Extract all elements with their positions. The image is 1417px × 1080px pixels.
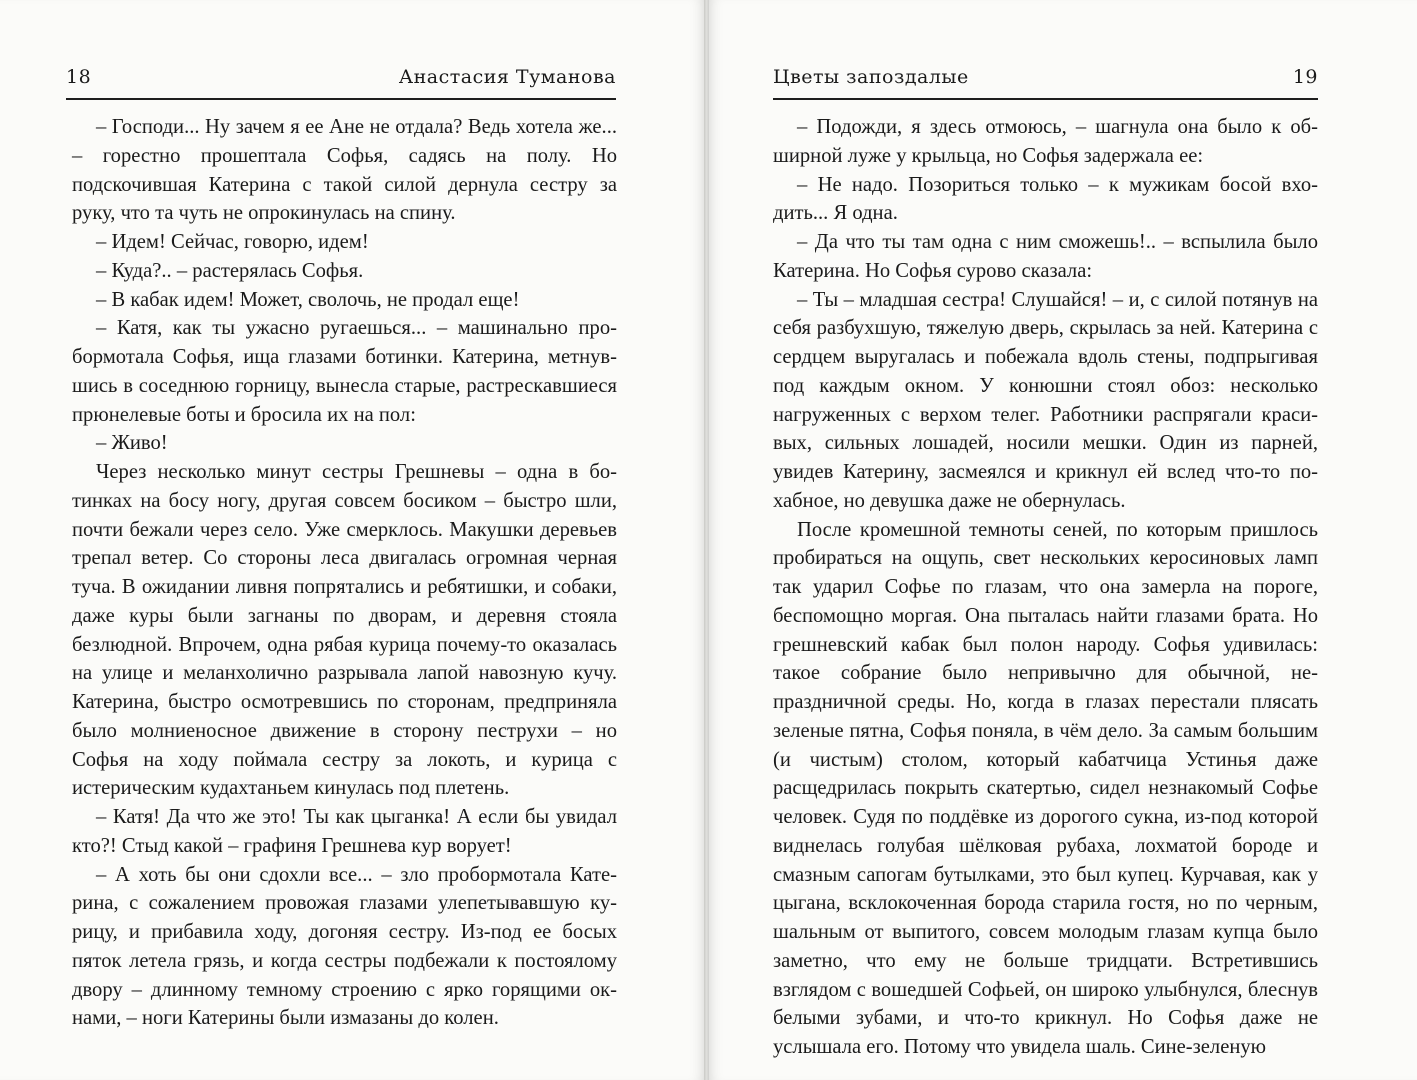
paragraph: – Не надо. Позориться только – к мужикам босой входить... Я одна. [773,173,1318,225]
paragraph: – Катя, как ты ужасно ругаешься... – машинально пробормотала Софья, ища глазами ботинки. Катерина, метнувшись в соседнюю горницу, вынесла старые, растрескавшиеся прюнелевые боты и бросила их на пол: [72,317,617,426]
left-page-text [72,113,617,1033]
paragraph: – Господи... Ну зачем я ее Ане не отдала? Ведь хотела же... – горестно прошептала Софья, садясь на полу. Но подскочившая Катерина с такой силой дернула сестру за руку, что та чуть не опрокинулась на спину. [72,116,617,225]
paragraph: – А хоть бы они сдохли все... – зло пробормотала Катерина, с сожалением провожая глазами улепетывавшую курицу, и прибавила ходу, догоняя сестру. Из-под ее босых пяток летела грязь, и когда сестры подбежали к постоялому двору – длинному темному строению с ярко горящими окнами, – ноги Катерины были измазаны до колен. [72,863,617,1030]
left-page [0,0,704,1080]
right-page-text [773,113,1318,1062]
left-running-head: Анастасия Туманова [398,66,616,88]
paragraph: – Куда?.. – растерялась Софья. [96,259,364,282]
paragraph: – В кабак идем! Может, сволочь, не продал еще! [96,288,520,311]
right-page-header [773,64,1318,100]
right-running-head: Цветы запоздалые [773,66,969,88]
left-page-header [66,64,616,100]
paragraph: – Ты – младшая сестра! Слушайся! – и, с силой потянув на себя разбухшую, тяжелую дверь, скрылась за ней. Катерина с сердцем выругалась и побежала вдоль стены, подпрыгивая под каждым окном. У конюшни стоял обоз: несколько нагруженных с верхом телег. Работники распрягали красивых, сильных лошадей, носили мешки. Один из парней, увидев Катерину, засмеялся и крикнул ей вслед что-то похабное, но девушка даже не обернулась. [773,288,1318,512]
paragraph: – Живо! [96,432,168,455]
right-page [709,0,1417,1080]
paragraph: – Катя! Да что же это! Ты как цыганка! А если бы увидал кто?! Стыд какой – графиня Грешнева кур ворует! [72,806,617,857]
paragraph: – Идем! Сейчас, говорю, идем! [96,231,369,253]
paragraph: После кромешной темноты сеней, по которым пришлось пробираться на ощупь, свет нескольких керосиновых ламп так ударил Софье по глазам, что она замерла на пороге, беспомощно моргая. Она пыталась найти глазами брата. Но грешневский кабак был полон народу. Софья удивилась: такое собрание было непривычно для обычной, непраздничной среды. Но, когда в глазах перестали плясать зеленые пятна, Софья поняла, в чём дело. За самым большим (и чистым) столом, который кабатчица Устинья даже расщедрилась покрыть скатертью, сидел незнакомый Софье человек. Судя по поддёвке из дорогого сукна, из-под которой виднелась голубая шёлковая рубаха, лохматой бороде и смазным сапогам бутылками, это был купец. Курчавая, как у цыгана, всклокоченная борода старила гостя, но по черным, шальным от выпитого, совсем молодым глазам купца было заметно, что ему не больше тридцати. Встретившись взглядом с вошедшей Софьей, он широко улыбнулся, блеснув белыми зубами, и что-то крикнул. Но Софья даже не услышала его. Потому что увидела шаль. Сине-зеленую [773,518,1318,1058]
paragraph: Через несколько минут сестры Грешневы – одна в ботинках на босу ногу, другая совсем босиком – быстро шли, почти бежали через село. Уже смерклось. Макушки деревьев трепал ветер. Со стороны леса двигалась огромная черная туча. В ожидании ливня попрятались и ребятишки, и собаки, даже куры были загнаны по дворам, и деревня стояла безлюдной. Впрочем, одна рябая курица почему-то оказалась на улице и меланхолично разрывала лапой навозную кучу. Катерина, быстро осмотревшись по сторонам, предприняла было молниеносное движение в сторону пеструхи – но Софья на ходу поймала сестру за локоть, и курица с истерическим кудахтаньем кинулась под плетень. [72,461,617,800]
right-page-number: 19 [1292,66,1318,88]
left-page-number: 18 [66,66,92,88]
paragraph: – Подожди, я здесь отмоюсь, – шагнула она было к обширной луже у крыльца, но Софья задержала ее: [773,116,1318,167]
paragraph: – Да что ты там одна с ним сможешь!.. – вспылила было Катерина. Но Софья сурово сказала: [773,231,1318,282]
